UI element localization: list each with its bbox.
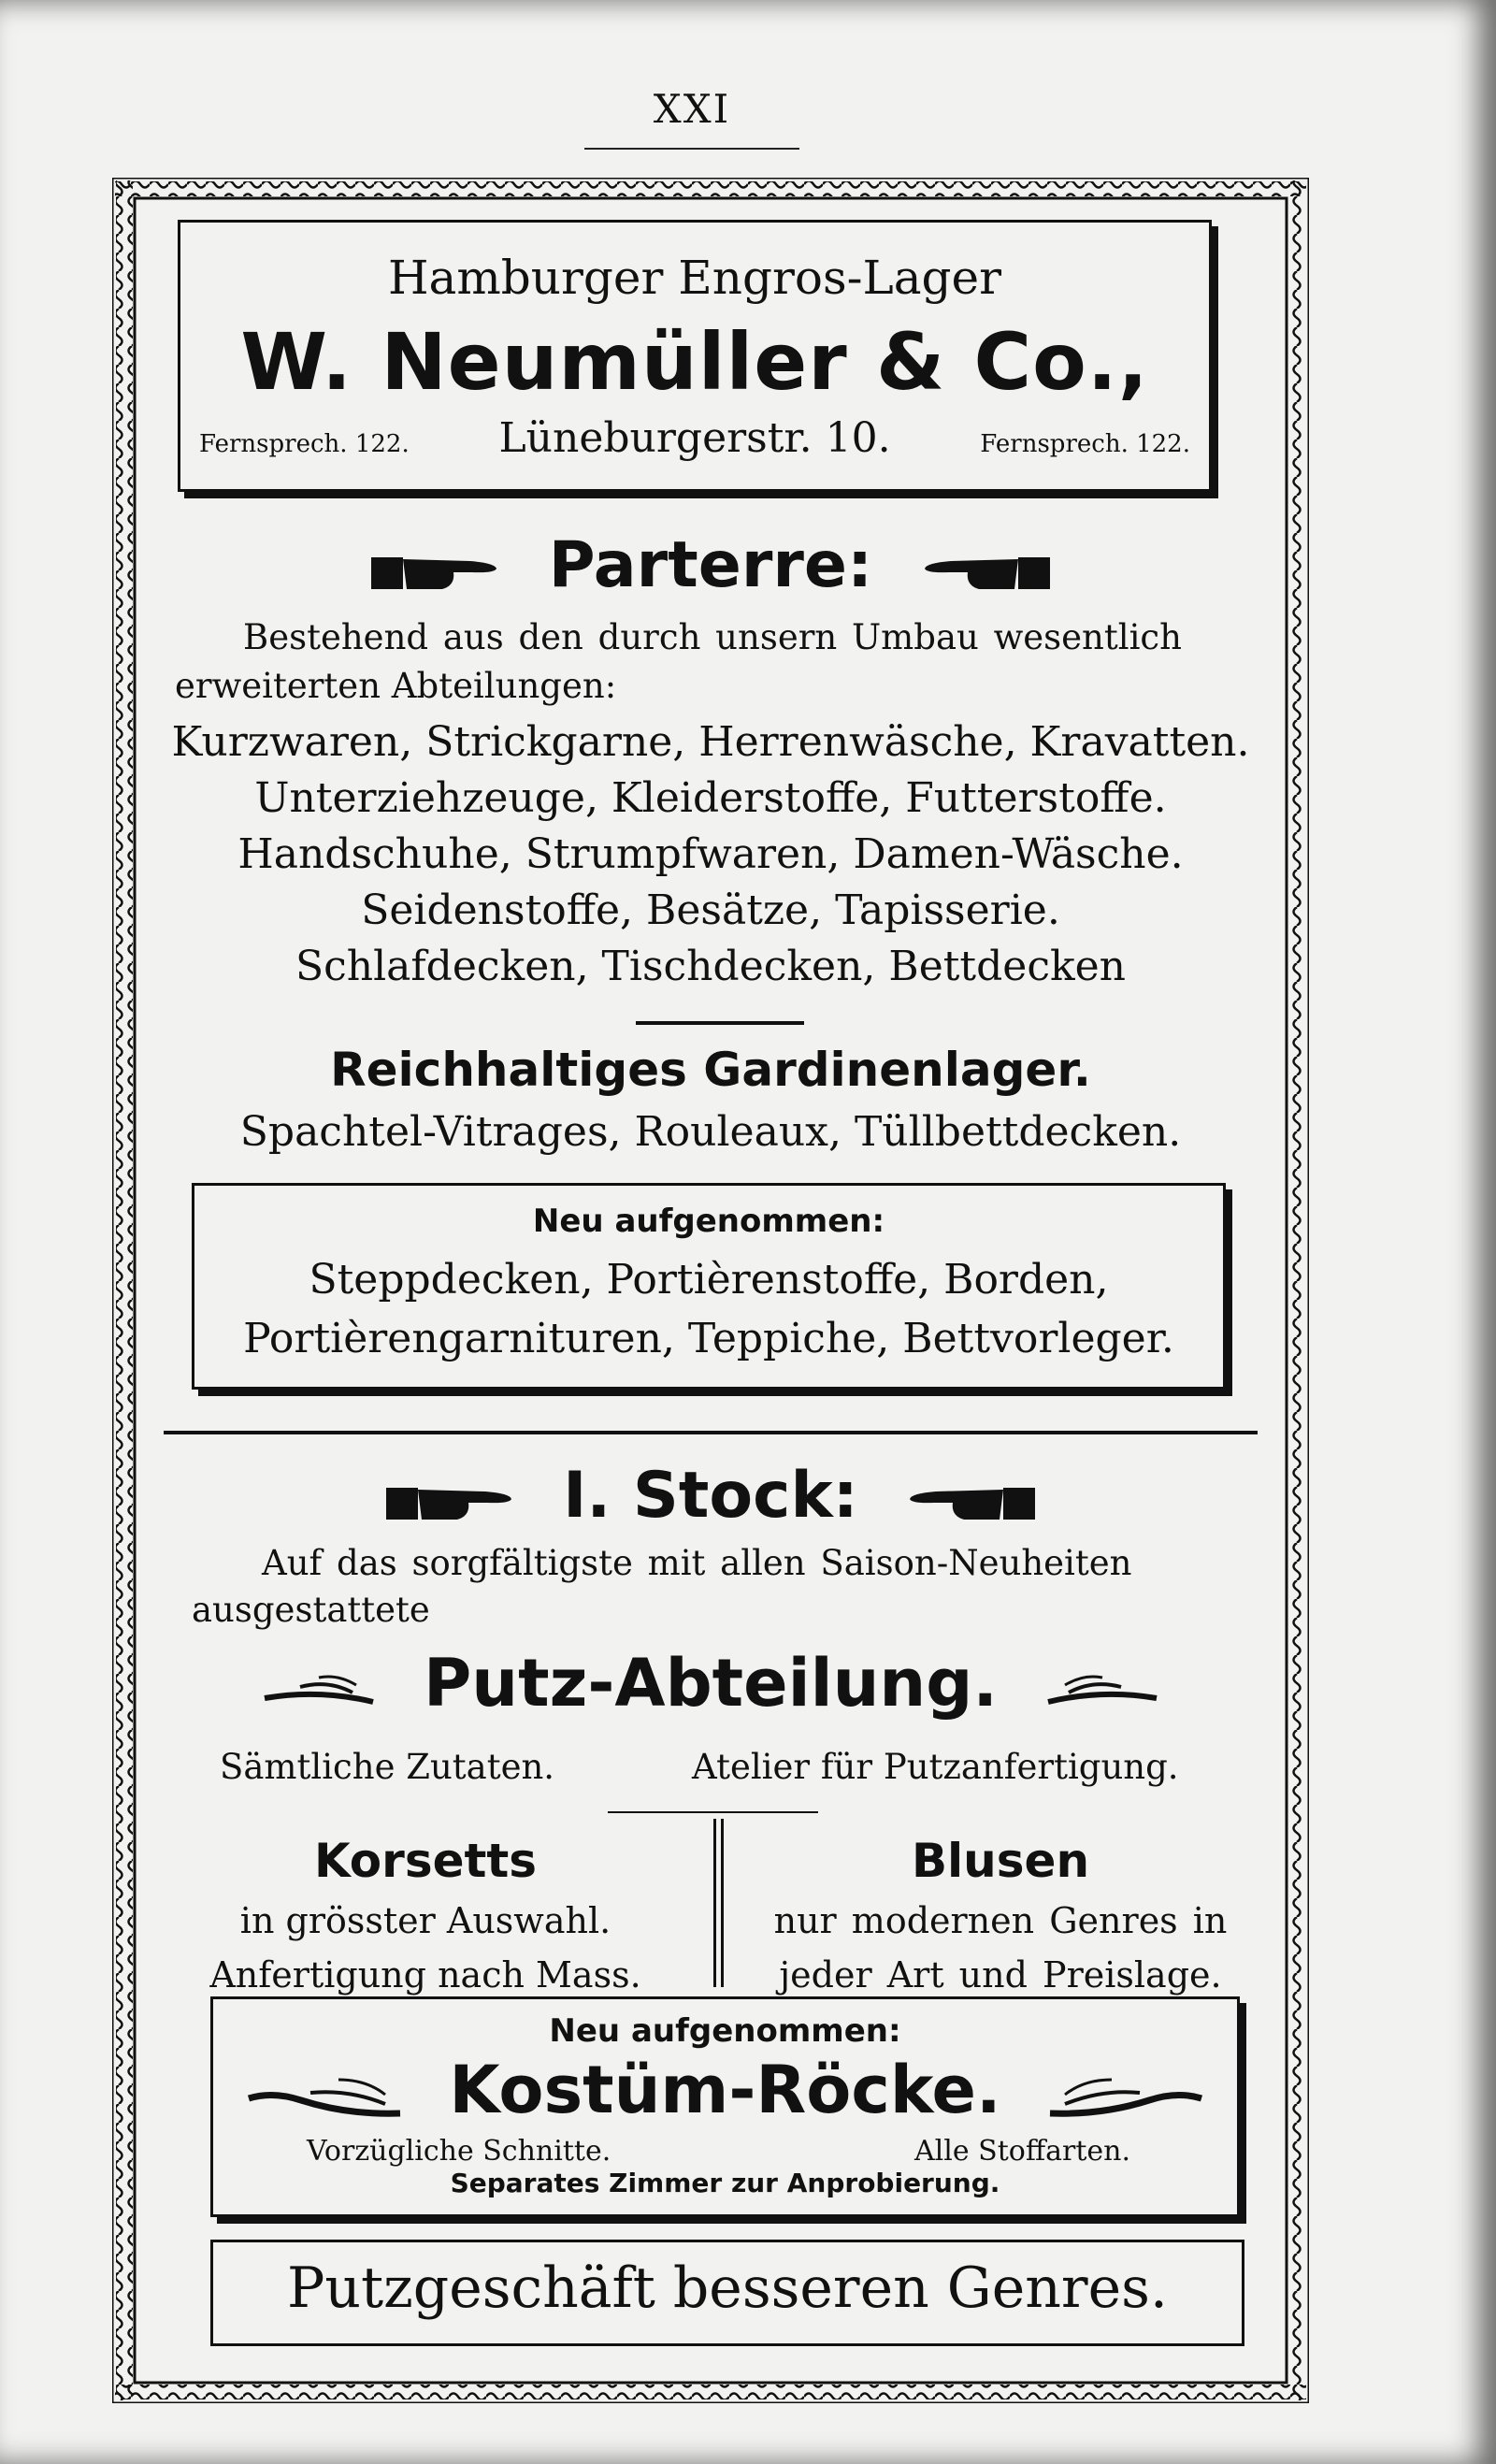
parterre-new-line: Steppdecken, Portièrenstoffe, Borden, <box>309 1256 1109 1304</box>
flourish-right-icon <box>1046 1670 1158 1708</box>
schnitte: Vorzügliche Schnitte. <box>307 2135 611 2168</box>
parterre-line: Schlafdecken, Tischdecken, Bettdecken <box>295 943 1127 990</box>
parterre-line: Handschuhe, Strumpfwaren, Damen-Wäsche. <box>237 830 1184 878</box>
atelier: Atelier für Putzanfertigung. <box>692 1747 1179 1787</box>
korsetts-title: Korsetts <box>313 1834 538 1888</box>
flourish-left-icon <box>263 1670 375 1708</box>
header-line: Hamburger Engros-Lager <box>387 251 1002 305</box>
flourish-left-icon <box>245 2072 404 2119</box>
blusen-title: Blusen <box>911 1834 1090 1888</box>
company-name: W. Neumüller & Co., <box>240 316 1149 408</box>
stock-intro-1: Auf das sorgfältigste mit allen Saison-Neuheiten <box>262 1543 1132 1583</box>
parterre-heading <box>154 528 1267 603</box>
pointing-hand-right-icon <box>384 1475 515 1527</box>
address: Lüneburgerstr. 10. <box>498 414 891 462</box>
stock-title: I. Stock: <box>563 1459 858 1533</box>
parterre-intro-2: erweiterten Abteilungen: <box>175 666 617 706</box>
phone-right: Fernsprech. 122. <box>980 430 1190 458</box>
column-divider <box>713 1819 716 1987</box>
kostuem-heading <box>213 2048 1237 2132</box>
footer-text: Putzgeschäft besseren Genres. <box>287 2255 1168 2321</box>
pointing-hand-right-icon <box>369 544 500 597</box>
footer-box <box>210 2240 1244 2346</box>
parterre-new-box <box>192 1183 1226 1390</box>
parterre-intro-1: Bestehend aus den durch unsern Umbau wesentlich <box>243 617 1182 657</box>
column-divider <box>721 1819 724 1987</box>
pointing-hand-left-icon <box>906 1475 1037 1527</box>
anprobe-line: Separates Zimmer zur Anprobierung. <box>450 2168 1000 2198</box>
page-number-rule <box>584 148 799 150</box>
gardinen-line: Spachtel-Vitrages, Rouleaux, Tüllbettdecken. <box>239 1108 1182 1156</box>
gardinen-title: Reichhaltiges Gardinenlager. <box>330 1043 1091 1097</box>
flourish-right-icon <box>1046 2072 1205 2119</box>
parterre-line: Seidenstoffe, Besätze, Tapisserie. <box>361 886 1060 934</box>
section-divider <box>164 1431 1258 1434</box>
blusen-line: jeder Art und Preislage. <box>779 1954 1222 1996</box>
zutaten: Sämtliche Zutaten. <box>220 1747 555 1787</box>
korsetts-line: in grösster Auswahl. <box>239 1900 611 1941</box>
korsetts-column <box>182 1828 669 2002</box>
pointing-hand-left-icon <box>921 544 1052 597</box>
kostuem-box <box>210 1996 1240 2217</box>
putz-title: Putz-Abteilung. <box>424 1645 998 1722</box>
blusen-line: nur modernen Genres in <box>773 1900 1228 1941</box>
stock-intro-2: ausgestattete <box>192 1590 430 1630</box>
short-divider <box>636 1021 804 1025</box>
page-number: XXI <box>653 86 731 132</box>
kostuem-new-title: Neu aufgenommen: <box>549 2012 901 2050</box>
parterre-line: Unterziehzeuge, Kleiderstoffe, Futterstoffe. <box>254 774 1167 822</box>
stock-heading <box>154 1459 1267 1534</box>
kostuem-title: Kostüm-Röcke. <box>449 2052 1001 2128</box>
blusen-column <box>753 1828 1248 2002</box>
stoffarten: Alle Stoffarten. <box>914 2135 1131 2168</box>
company-header-box <box>178 220 1212 492</box>
putz-heading <box>154 1641 1267 1725</box>
short-divider <box>608 1811 818 1813</box>
parterre-new-line: Portièrengarnituren, Teppiche, Bettvorleger. <box>243 1315 1174 1362</box>
parterre-line: Kurzwaren, Strickgarne, Herrenwäsche, Kravatten. <box>171 718 1250 766</box>
parterre-new-title: Neu aufgenommen: <box>532 1203 885 1240</box>
advertisement <box>154 206 1267 2375</box>
korsetts-line: Anfertigung nach Mass. <box>209 1954 641 1996</box>
phone-left: Fernsprech. 122. <box>199 430 410 458</box>
parterre-title: Parterre: <box>548 528 873 602</box>
